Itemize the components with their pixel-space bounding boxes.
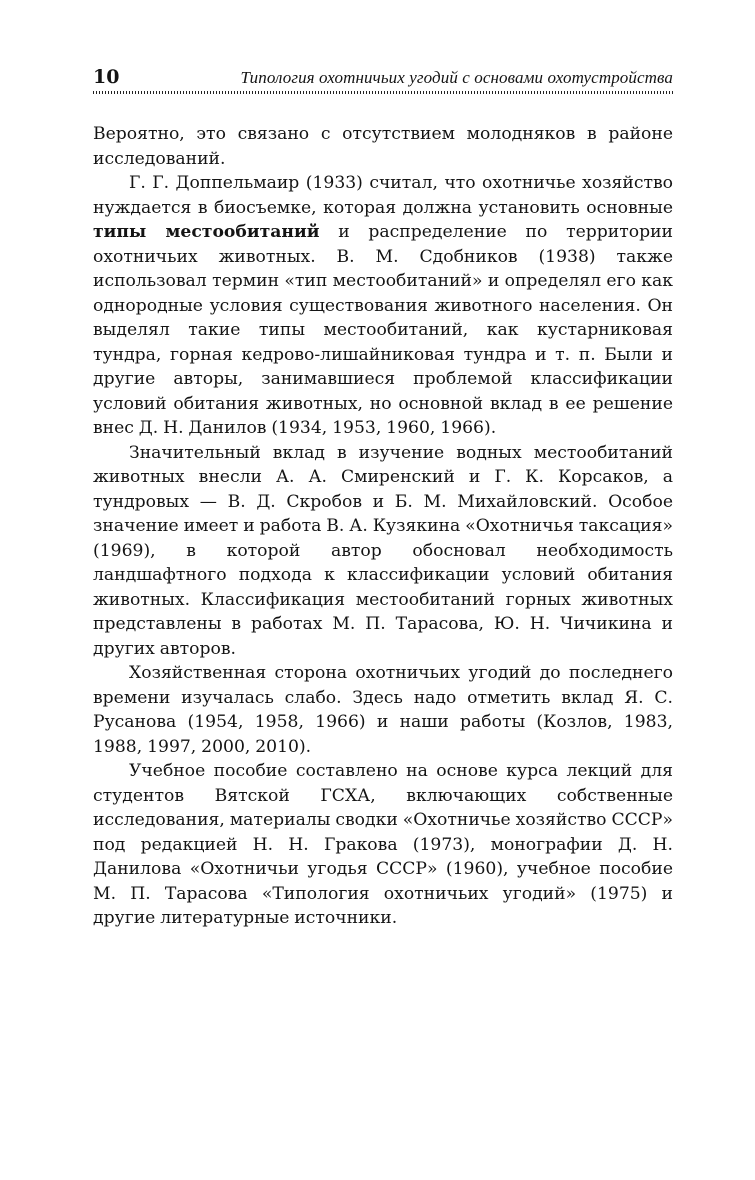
page-number: 10 — [93, 66, 120, 88]
paragraph-3-text: Значительный вклад в изучение водных местообитаний животных внесли А. А. Смиренский и Г. К. Корсаков, а тундровых — В. Д. Скробов и Б. М. Михайловский. Особое значение имеет и работа В. А. Кузякина «Охотничья таксация» (1969), в которой автор обосновал необходимость ландшафтного подхода к классификации условий обитания животных. Классификация местообитаний горных животных представлены в работах М. П. Тарасова, Ю. Н. Чичикина и других авторов. — [93, 442, 673, 659]
paragraph-4 — [93, 661, 673, 759]
header-rule — [93, 91, 673, 94]
paragraph-1 — [93, 122, 673, 171]
paragraph-2 — [93, 171, 673, 441]
body-text — [93, 122, 673, 931]
paragraph-4-text: Хозяйственная сторона охотничьих угодий до последнего времени изучалась слабо. Здесь надо отметить вклад Я. С. Русанова (1954, 1958, 1966) и наши работы (Козлов, 1983, 1988, 1997, 2000, 2010). — [93, 663, 673, 757]
running-header — [93, 64, 673, 90]
paragraph-5-text: Учебное пособие составлено на основе курса лекций для студентов Вятской ГСХА, включающих собственные исследования, материалы сводки «Охотничье хозяйство СССР» под редакцией Н. Н. Гракова (1973), монографии Д. Н. Данилова «Охотничьи угодья СССР» (1960), учебное пособие М. П. Тарасова «Типология охотничьих угодий» (1975) и другие литературные источники. — [93, 761, 673, 928]
running-title: Типология охотничьих угодий с основами охотустройства — [240, 68, 673, 87]
paragraph-3 — [93, 441, 673, 662]
paragraph-2-text-start: Г. Г. Доппельмаир (1933) считал, что охотничье хозяйство нуждается в биосъемке, которая должна установить основные — [93, 173, 673, 218]
paragraph-5 — [93, 759, 673, 931]
paragraph-1-text: Вероятно, это связано с отсутствием молодняков в районе исследований. — [93, 124, 673, 169]
paragraph-2-text-end: и распределение по территории охотничьих животных. В. М. Сдобников (1938) также использовал термин «тип местообитаний» и определял его как однородные условия существования животного населения. Он выделял такие типы местообитаний, как кустарниковая тундра, горная кедрово-лишайниковая тундра и т. п. Были и другие авторы, занимавшиеся проблемой классификации условий обитания животных, но основной вклад в ее решение внес Д. Н. Данилов (1934, 1953, 1960, 1966). — [93, 222, 673, 438]
bold-term-habitat-types: типы местообитаний — [93, 222, 320, 242]
